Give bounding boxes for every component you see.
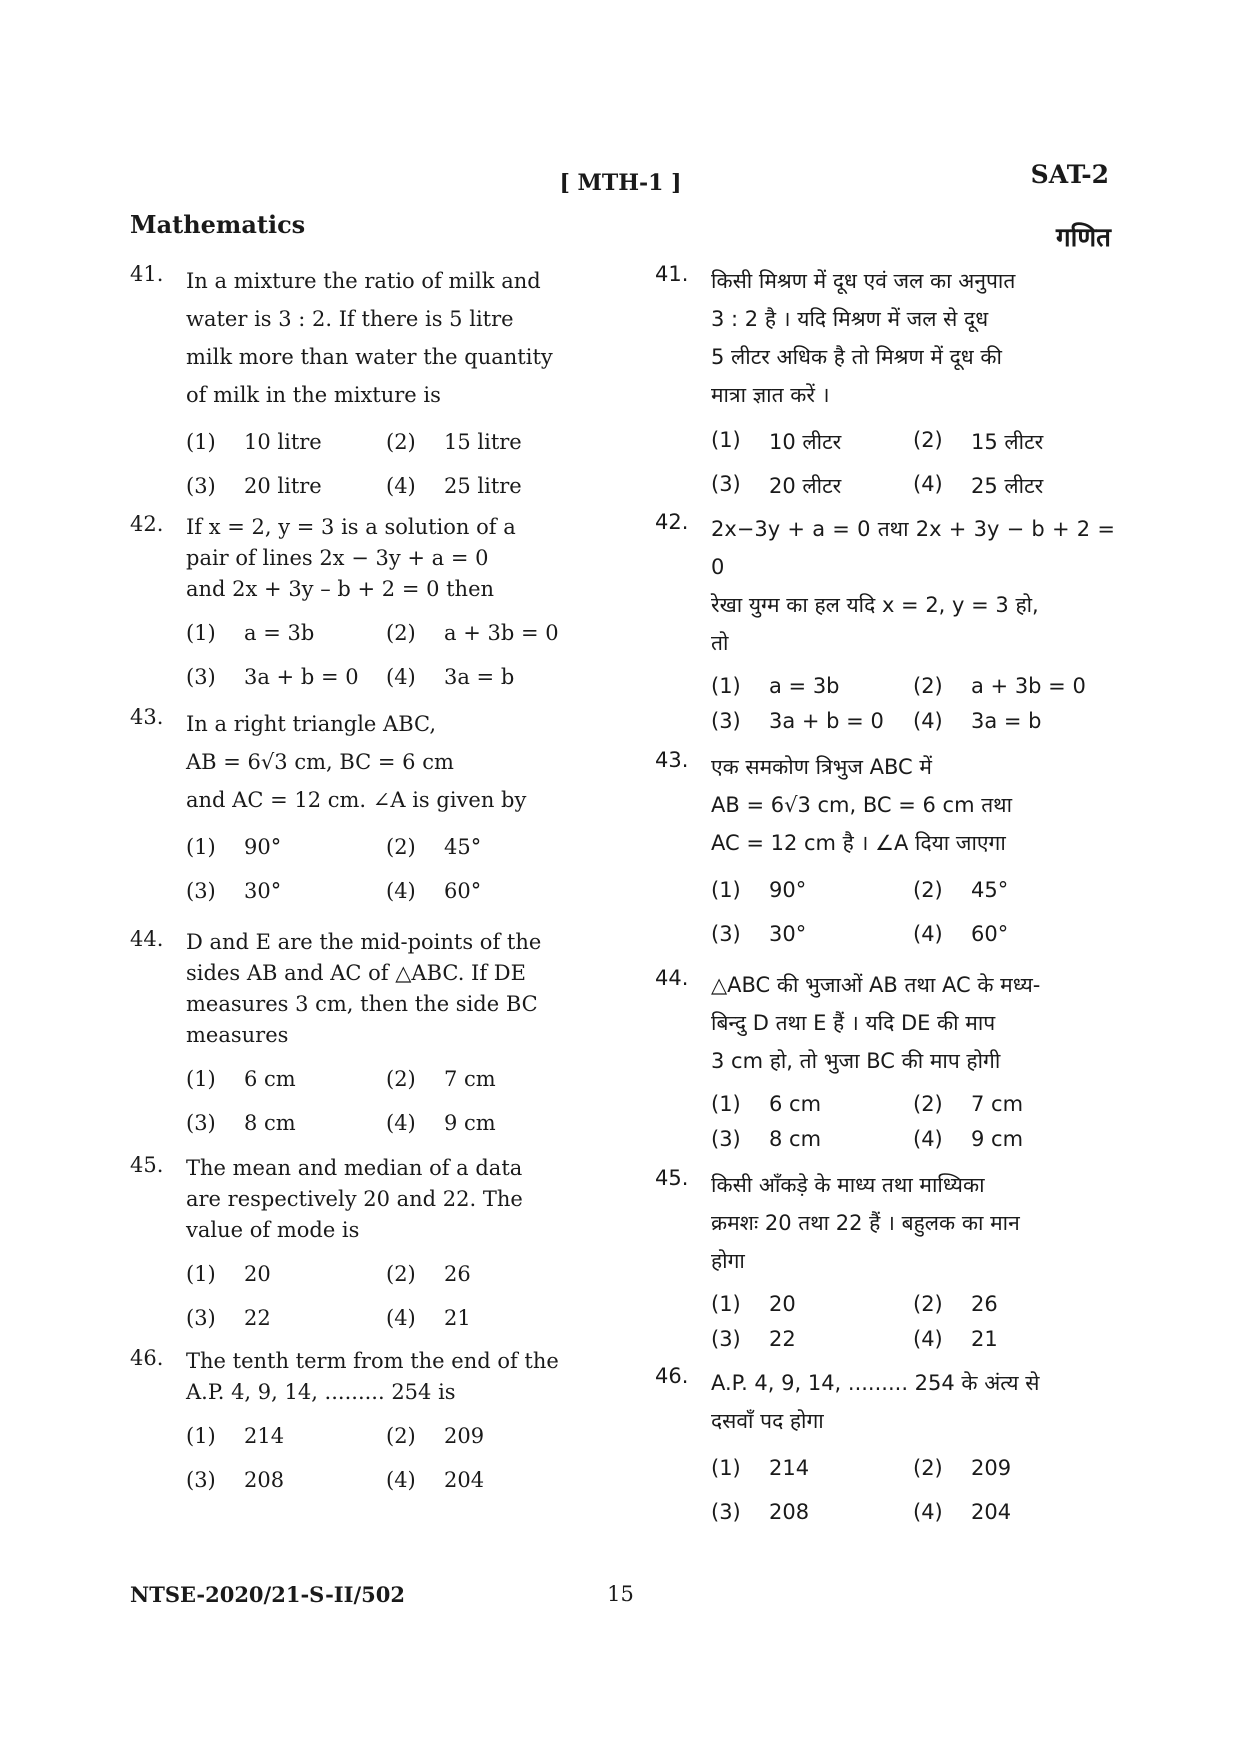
option-text: 204 xyxy=(444,1468,485,1492)
option-text: 22 xyxy=(769,1326,796,1351)
question-line: The mean and median of a data xyxy=(186,1156,523,1180)
question-line: A.P. 4, 9, 14, ......... 254 के अंत्य से xyxy=(711,1371,1040,1395)
option-text: 60° xyxy=(971,922,1009,946)
option-number: (1) xyxy=(186,1067,216,1091)
option-2 xyxy=(913,1292,1115,1316)
option-3 xyxy=(711,1327,913,1351)
option-text: 9 cm xyxy=(971,1126,1024,1151)
option-2 xyxy=(913,1092,1115,1116)
option-2 xyxy=(913,674,1115,698)
option-3 xyxy=(186,1111,386,1135)
question-line: If x = 2, y = 3 is a solution of a xyxy=(186,515,516,539)
option-number: (2) xyxy=(386,430,416,454)
option-1 xyxy=(186,1424,386,1448)
question-line: value of mode is xyxy=(186,1218,360,1242)
options xyxy=(711,868,1115,956)
question-line: The tenth term from the end of the xyxy=(186,1349,559,1373)
option-4 xyxy=(386,879,586,903)
subject-title-english: Mathematics xyxy=(130,210,306,239)
question-number: 46. xyxy=(655,1364,689,1388)
option-1 xyxy=(711,878,913,902)
option-2 xyxy=(913,1456,1115,1480)
question-46 xyxy=(130,1346,586,1502)
option-1 xyxy=(711,1292,913,1316)
option-number: (4) xyxy=(386,879,416,903)
option-number: (1) xyxy=(711,1456,741,1480)
option-1 xyxy=(186,1262,386,1286)
option-text: a = 3b xyxy=(244,621,315,645)
question-text xyxy=(711,1364,1115,1440)
question-45 xyxy=(655,1166,1115,1356)
option-text: 7 cm xyxy=(444,1067,496,1091)
option-number: (4) xyxy=(386,665,416,689)
question-line: AB = 6√3 cm, BC = 6 cm xyxy=(186,750,454,774)
option-text: 45° xyxy=(971,878,1009,902)
option-3 xyxy=(711,922,913,946)
option-number: (1) xyxy=(186,1262,216,1286)
question-41 xyxy=(655,262,1115,508)
question-number: 45. xyxy=(130,1153,164,1177)
question-line: milk more than water the quantity xyxy=(186,345,553,369)
option-2 xyxy=(386,621,586,645)
english-column xyxy=(130,262,586,1502)
option-number: (2) xyxy=(913,1456,943,1480)
option-text: 20 लीटर xyxy=(769,474,842,498)
option-4 xyxy=(386,1468,586,1492)
option-4 xyxy=(913,709,1115,733)
question-line: measures xyxy=(186,1023,289,1047)
option-text: 90° xyxy=(769,878,807,902)
option-1 xyxy=(186,1067,386,1091)
page-number: 15 xyxy=(607,1582,634,1606)
option-number: (2) xyxy=(913,1291,943,1316)
option-text: 30° xyxy=(244,879,282,903)
option-4 xyxy=(386,1306,586,1330)
option-number: (1) xyxy=(711,1291,741,1316)
option-text: a = 3b xyxy=(769,673,840,698)
question-44 xyxy=(130,927,586,1145)
option-text: 3a = b xyxy=(444,665,515,689)
question-43 xyxy=(655,748,1115,956)
option-2 xyxy=(913,428,1115,456)
question-line: In a right triangle ABC, xyxy=(186,712,437,736)
options xyxy=(186,420,586,508)
question-line: 3 cm हो, तो भुजा BC की माप होगी xyxy=(711,1049,1001,1073)
question-number: 44. xyxy=(130,927,164,951)
option-number: (3) xyxy=(186,665,216,689)
question-43 xyxy=(130,705,586,913)
option-number: (1) xyxy=(711,878,741,902)
question-line: AC = 12 cm है । ∠A दिया जाएगा xyxy=(711,831,1006,855)
question-number: 44. xyxy=(655,966,689,990)
option-2 xyxy=(913,878,1115,902)
options xyxy=(711,420,1115,508)
option-number: (2) xyxy=(386,621,416,645)
option-text: 26 xyxy=(444,1262,471,1286)
option-4 xyxy=(913,472,1115,500)
question-text xyxy=(186,1153,586,1246)
question-line: तो xyxy=(711,631,729,655)
option-3 xyxy=(186,665,386,689)
option-number: (2) xyxy=(913,673,943,698)
question-number: 46. xyxy=(130,1346,164,1370)
option-2 xyxy=(386,1424,586,1448)
option-number: (3) xyxy=(711,472,741,496)
hindi-column xyxy=(655,262,1115,1534)
option-4 xyxy=(913,1127,1115,1151)
question-line: एक समकोण त्रिभुज ABC में xyxy=(711,755,932,779)
option-1 xyxy=(711,1092,913,1116)
question-line: water is 3 : 2. If there is 5 litre xyxy=(186,307,514,331)
option-text: 20 litre xyxy=(244,474,322,498)
option-3 xyxy=(711,1127,913,1151)
option-1 xyxy=(711,428,913,456)
option-number: (4) xyxy=(913,1326,943,1351)
option-4 xyxy=(913,1327,1115,1351)
option-text: a + 3b = 0 xyxy=(444,621,559,645)
question-text xyxy=(186,512,586,605)
question-text xyxy=(711,262,1115,414)
question-text xyxy=(711,966,1115,1080)
option-1 xyxy=(186,835,386,859)
option-text: 25 litre xyxy=(444,474,522,498)
question-text xyxy=(711,1166,1115,1280)
option-4 xyxy=(913,922,1115,946)
question-line: किसी मिश्रण में दूध एवं जल का अनुपात xyxy=(711,269,1016,293)
question-line: होगा xyxy=(711,1249,745,1273)
option-number: (2) xyxy=(386,1424,416,1448)
option-text: 3a + b = 0 xyxy=(244,665,359,689)
option-3 xyxy=(711,1500,913,1524)
question-line: किसी आँकड़े के माध्य तथा माध्यिका xyxy=(711,1173,985,1197)
options xyxy=(711,668,1115,738)
option-number: (3) xyxy=(186,1468,216,1492)
option-text: a + 3b = 0 xyxy=(971,673,1086,698)
option-number: (2) xyxy=(386,835,416,859)
option-text: 204 xyxy=(971,1500,1012,1524)
option-text: 21 xyxy=(971,1326,998,1351)
question-text xyxy=(186,1346,586,1408)
option-number: (1) xyxy=(711,673,741,698)
question-text xyxy=(711,748,1115,862)
option-4 xyxy=(386,1111,586,1135)
option-4 xyxy=(386,474,586,498)
option-text: 8 cm xyxy=(244,1111,296,1135)
question-line: 3 : 2 है । यदि मिश्रण में जल से दूध xyxy=(711,307,989,331)
option-1 xyxy=(186,621,386,645)
question-text xyxy=(711,510,1115,662)
question-number: 43. xyxy=(130,705,164,729)
option-text: 209 xyxy=(971,1456,1012,1480)
options xyxy=(186,1414,586,1502)
question-line: △ABC की भुजाओं AB तथा AC के मध्य- xyxy=(711,973,1041,997)
option-text: 3a = b xyxy=(971,708,1042,733)
option-text: 22 xyxy=(244,1306,271,1330)
option-2 xyxy=(386,1067,586,1091)
option-number: (3) xyxy=(711,922,741,946)
option-text: 208 xyxy=(769,1500,810,1524)
option-text: 6 cm xyxy=(769,1091,822,1116)
option-number: (1) xyxy=(711,428,741,452)
option-2 xyxy=(386,1262,586,1286)
option-4 xyxy=(913,1500,1115,1524)
option-text: 8 cm xyxy=(769,1126,822,1151)
question-44 xyxy=(655,966,1115,1156)
option-number: (4) xyxy=(386,474,416,498)
question-number: 42. xyxy=(130,512,164,536)
option-number: (1) xyxy=(186,621,216,645)
option-number: (3) xyxy=(711,1500,741,1524)
footer-paper-code: NTSE-2020/21-S-II/502 xyxy=(130,1582,405,1607)
option-number: (4) xyxy=(913,472,943,496)
option-3 xyxy=(711,472,913,500)
question-45 xyxy=(130,1153,586,1340)
option-text: 15 litre xyxy=(444,430,522,454)
question-line: D and E are the mid-points of the xyxy=(186,930,542,954)
option-text: 20 xyxy=(244,1262,271,1286)
question-line: 2x−3y + a = 0 तथा 2x + 3y − b + 2 = 0 xyxy=(711,517,1115,579)
option-2 xyxy=(386,430,586,454)
question-line: measures 3 cm, then the side BC xyxy=(186,992,538,1016)
question-line: मात्रा ज्ञात करें । xyxy=(711,383,830,407)
option-number: (4) xyxy=(386,1468,416,1492)
option-1 xyxy=(711,674,913,698)
option-text: 21 xyxy=(444,1306,471,1330)
question-line: of milk in the mixture is xyxy=(186,383,441,407)
option-number: (3) xyxy=(186,1306,216,1330)
option-text: 10 लीटर xyxy=(769,430,842,454)
options xyxy=(186,825,586,913)
question-line: and AC = 12 cm. ∠A is given by xyxy=(186,788,527,812)
options xyxy=(186,611,586,699)
option-text: 90° xyxy=(244,835,282,859)
question-line: A.P. 4, 9, 14, ......... 254 is xyxy=(186,1380,456,1404)
option-3 xyxy=(186,879,386,903)
option-text: 9 cm xyxy=(444,1111,496,1135)
option-number: (2) xyxy=(386,1262,416,1286)
option-number: (4) xyxy=(386,1306,416,1330)
option-3 xyxy=(186,474,386,498)
option-1 xyxy=(186,430,386,454)
option-4 xyxy=(386,665,586,689)
option-number: (3) xyxy=(186,1111,216,1135)
question-line: AB = 6√3 cm, BC = 6 cm तथा xyxy=(711,793,1013,817)
question-number: 41. xyxy=(655,262,689,286)
option-text: 7 cm xyxy=(971,1091,1024,1116)
option-number: (1) xyxy=(711,1091,741,1116)
option-text: 6 cm xyxy=(244,1067,296,1091)
option-text: 45° xyxy=(444,835,482,859)
question-line: pair of lines 2x − 3y + a = 0 xyxy=(186,546,489,570)
option-number: (4) xyxy=(386,1111,416,1135)
question-41 xyxy=(130,262,586,508)
option-number: (3) xyxy=(711,1326,741,1351)
question-line: and 2x + 3y – b + 2 = 0 then xyxy=(186,577,495,601)
option-text: 15 लीटर xyxy=(971,430,1044,454)
question-line: क्रमशः 20 तथा 22 हैं । बहुलक का मान xyxy=(711,1211,1020,1235)
question-42 xyxy=(130,512,586,699)
options xyxy=(711,1086,1115,1156)
question-line: दसवाँ पद होगा xyxy=(711,1409,824,1433)
question-number: 45. xyxy=(655,1166,689,1190)
question-number: 43. xyxy=(655,748,689,772)
option-number: (4) xyxy=(913,922,943,946)
option-text: 208 xyxy=(244,1468,285,1492)
option-number: (3) xyxy=(711,1126,741,1151)
question-46 xyxy=(655,1364,1115,1534)
option-text: 209 xyxy=(444,1424,485,1448)
option-text: 20 xyxy=(769,1291,796,1316)
question-number: 41. xyxy=(130,262,164,286)
question-text xyxy=(186,927,586,1051)
question-text xyxy=(186,262,586,414)
option-1 xyxy=(711,1456,913,1480)
option-number: (1) xyxy=(186,835,216,859)
set-code: SAT-2 xyxy=(1030,160,1109,189)
option-3 xyxy=(186,1468,386,1492)
options xyxy=(186,1252,586,1340)
question-42 xyxy=(655,510,1115,738)
question-line: बिन्दु D तथा E हैं । यदि DE की माप xyxy=(711,1011,996,1035)
paper-code: [ MTH-1 ] xyxy=(559,170,682,196)
option-text: 3a + b = 0 xyxy=(769,708,884,733)
option-number: (3) xyxy=(711,708,741,733)
subject-title-hindi: गणित xyxy=(1056,223,1111,253)
option-number: (4) xyxy=(913,1500,943,1524)
question-line: 5 लीटर अधिक है तो मिश्रण में दूध की xyxy=(711,345,1002,369)
option-number: (2) xyxy=(913,878,943,902)
option-text: 214 xyxy=(769,1456,810,1480)
question-line: रेखा युग्म का हल यदि x = 2, y = 3 हो, xyxy=(711,593,1039,617)
options xyxy=(186,1057,586,1145)
option-text: 10 litre xyxy=(244,430,322,454)
option-number: (3) xyxy=(186,879,216,903)
option-number: (2) xyxy=(913,1091,943,1116)
option-text: 60° xyxy=(444,879,482,903)
option-number: (2) xyxy=(386,1067,416,1091)
option-number: (4) xyxy=(913,708,943,733)
option-2 xyxy=(386,835,586,859)
question-number: 42. xyxy=(655,510,689,534)
question-line: are respectively 20 and 22. The xyxy=(186,1187,523,1211)
option-number: (3) xyxy=(186,474,216,498)
option-3 xyxy=(186,1306,386,1330)
option-text: 214 xyxy=(244,1424,285,1448)
option-text: 25 लीटर xyxy=(971,474,1044,498)
option-number: (1) xyxy=(186,1424,216,1448)
question-text xyxy=(186,705,586,819)
option-3 xyxy=(711,709,913,733)
options xyxy=(711,1286,1115,1356)
option-number: (1) xyxy=(186,430,216,454)
options xyxy=(711,1446,1115,1534)
option-text: 30° xyxy=(769,922,807,946)
question-line: In a mixture the ratio of milk and xyxy=(186,269,541,293)
option-number: (4) xyxy=(913,1126,943,1151)
option-number: (2) xyxy=(913,428,943,452)
question-line: sides AB and AC of △ABC. If DE xyxy=(186,961,526,985)
option-text: 26 xyxy=(971,1291,998,1316)
